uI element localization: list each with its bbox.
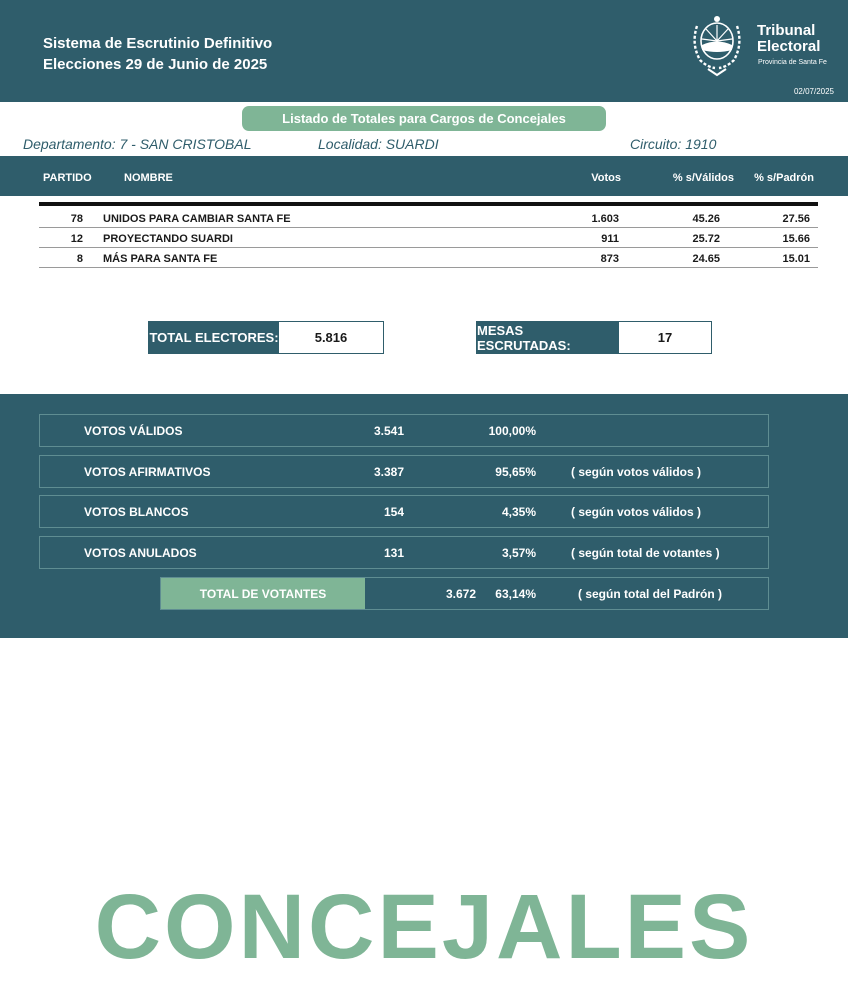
party-number: 8: [76, 253, 83, 265]
party-number: 12: [70, 233, 83, 245]
summary-value: 3.387: [373, 465, 404, 479]
mesas-escrutadas-value: 17: [619, 322, 711, 353]
col-votos: Votos: [591, 172, 621, 184]
col-pct-validos: % s/Válidos: [672, 172, 734, 184]
total-votantes-note: ( según total del Padrón ): [578, 587, 723, 601]
table-row: [39, 208, 818, 228]
mesas-escrutadas-label: MESAS ESCRUTADAS:: [477, 322, 619, 353]
party-pct-validos: 25.72: [692, 233, 720, 245]
table-header: [0, 156, 848, 196]
party-name: PROYECTANDO SUARDI: [103, 233, 233, 245]
summary-note: ( según votos válidos ): [571, 465, 702, 479]
col-nombre: NOMBRE: [124, 172, 173, 184]
election-title: Elecciones 29 de Junio de 2025: [43, 56, 268, 73]
party-pct-padron: 15.01: [782, 253, 810, 265]
summary-row-anulados: [39, 536, 769, 569]
total-votantes-row: [160, 577, 769, 610]
circuito-label: Circuito: 1910: [630, 136, 717, 152]
departamento-label: Departamento: 7 - SAN CRISTOBAL: [23, 136, 252, 152]
total-votantes-pct: 63,14%: [495, 587, 536, 601]
party-name: MÁS PARA SANTA FE: [103, 253, 218, 265]
summary-row-blancos: [39, 495, 769, 528]
brand-name: [757, 23, 820, 55]
provincial-seal-icon: [688, 14, 746, 78]
table-row: [39, 248, 818, 268]
banner-title: CONCEJALES: [94, 876, 754, 978]
summary-pct: 95,65%: [495, 465, 536, 479]
party-name: UNIDOS PARA CAMBIAR SANTA FE: [103, 213, 291, 225]
summary-pct: 4,35%: [501, 505, 536, 519]
party-number: 78: [70, 213, 83, 225]
party-pct-padron: 27.56: [782, 213, 810, 225]
summary-value: 154: [383, 505, 404, 519]
party-pct-padron: 15.66: [782, 233, 810, 245]
brand-line-2: Electoral: [757, 38, 821, 55]
summary-label: VOTOS VÁLIDOS: [84, 424, 183, 438]
party-pct-validos: 45.26: [692, 213, 720, 225]
summary-row-validos: [39, 414, 769, 447]
brand-line-1: Tribunal: [757, 22, 816, 39]
summary-note: ( según total de votantes ): [571, 546, 720, 560]
party-votes: 873: [600, 253, 619, 265]
report-date: 02/07/2025: [793, 87, 834, 96]
summary-pct: 3,57%: [501, 546, 536, 560]
summary-value: 131: [383, 546, 404, 560]
page-header: [0, 0, 848, 102]
summary-label: VOTOS AFIRMATIVOS: [84, 465, 211, 479]
summary-row-afirmativos: [39, 455, 769, 488]
total-electores-box: [148, 321, 384, 354]
mesas-escrutadas-box: [476, 321, 712, 354]
table-row: [39, 228, 818, 248]
localidad-label: Localidad: SUARDI: [318, 136, 439, 152]
party-pct-validos: 24.65: [692, 253, 720, 265]
summary-pct: 100,00%: [488, 424, 536, 438]
total-electores-value: 5.816: [279, 322, 383, 353]
total-votantes-label: TOTAL DE VOTANTES: [161, 578, 365, 609]
total-votantes-value: 3.672: [445, 587, 476, 601]
col-partido: PARTIDO: [43, 172, 92, 184]
party-votes: 1.603: [591, 213, 619, 225]
list-title: Listado de Totales para Cargos de Concejales: [242, 106, 606, 131]
party-votes: 911: [601, 233, 619, 245]
brand-subtitle: Provincia de Santa Fe: [758, 59, 827, 66]
summary-note: ( según votos válidos ): [571, 505, 702, 519]
col-pct-padron: % s/Padrón: [754, 172, 814, 184]
total-electores-label: TOTAL ELECTORES:: [149, 322, 279, 353]
system-title: Sistema de Escrutinio Definitivo: [43, 35, 273, 52]
system-title-block: [43, 33, 272, 75]
summary-label: VOTOS BLANCOS: [84, 505, 189, 519]
summary-label: VOTOS ANULADOS: [84, 546, 197, 560]
summary-value: 3.541: [373, 424, 404, 438]
table-divider: [39, 202, 818, 206]
